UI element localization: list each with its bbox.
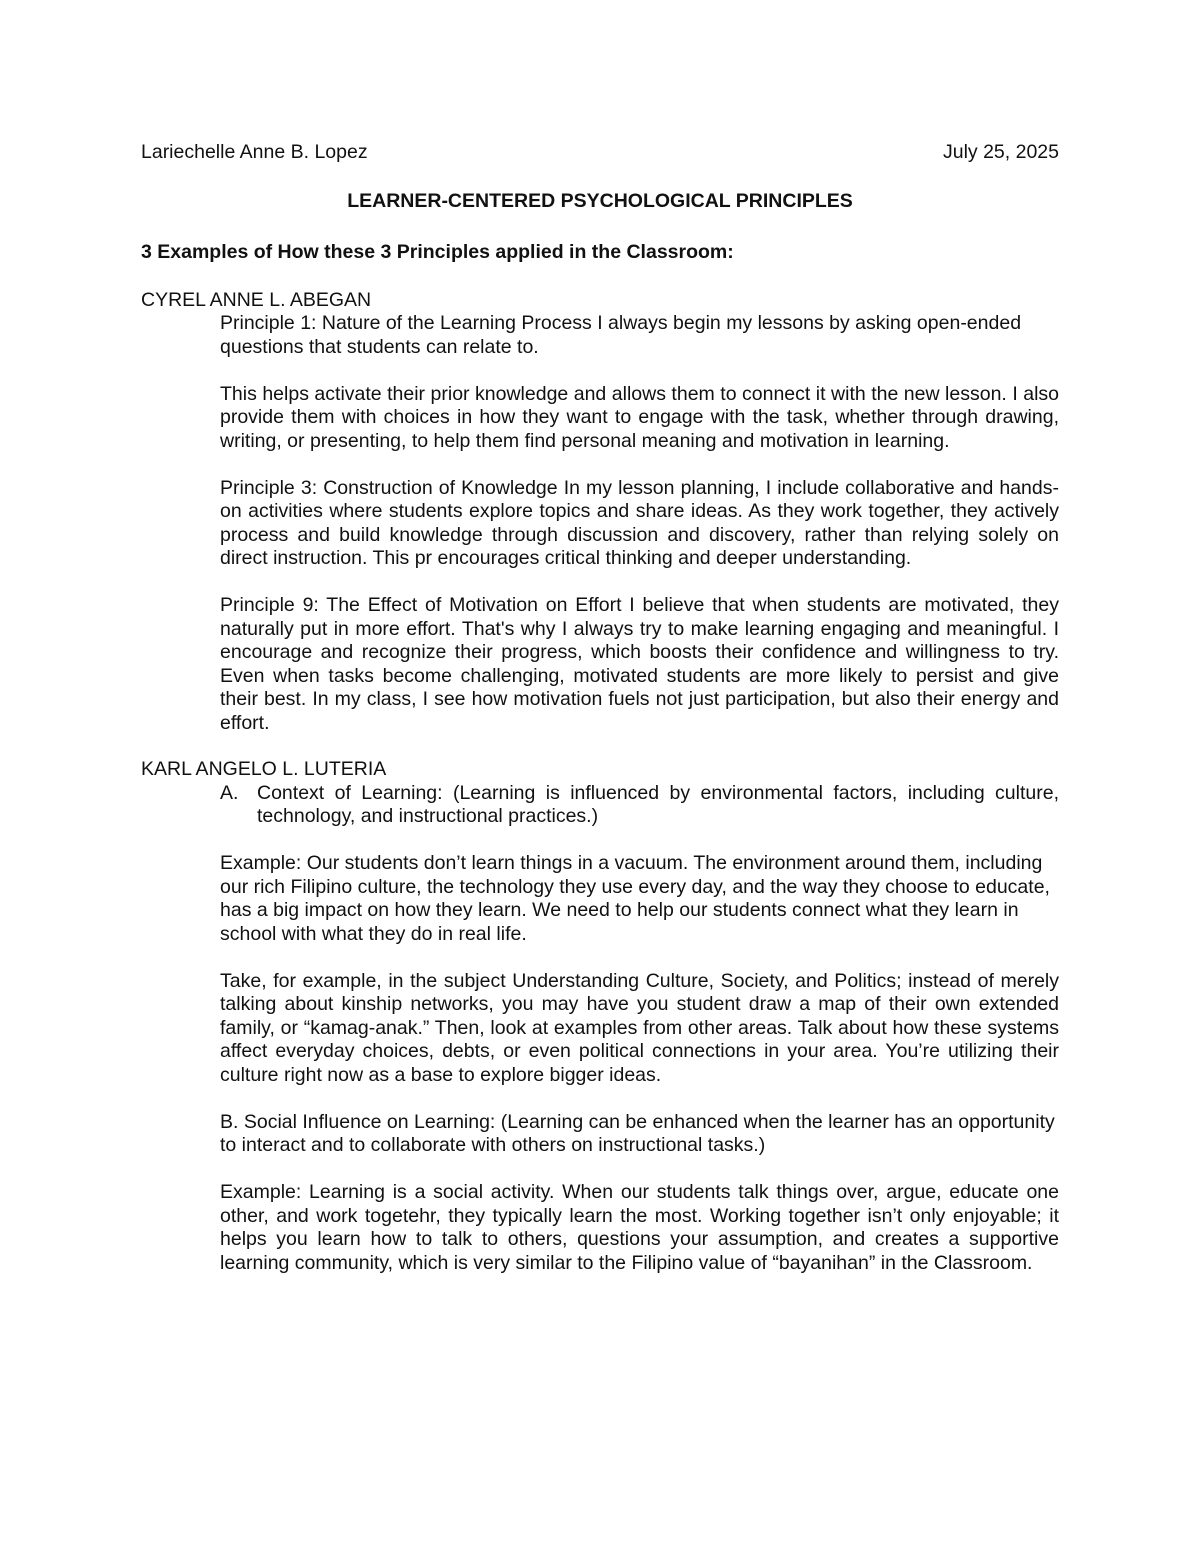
list-item-text: Context of Learning: (Learning is influenced by environmental factors, including culture, technology, and instructional practices.) xyxy=(257,781,1059,827)
social-example-paragraph: Example: Learning is a social activity. When our students talk things over, argue, educate one other, and work togetehr, they typically learn the most. Working together isn’t only enjoyable; it helps you learn how to talk to others, questions your assumption, and creates a supportive learning community, which is very similar to the Filipino value of “bayanihan” in the Classroom. xyxy=(220,1181,1059,1274)
list-marker: A. xyxy=(220,781,239,804)
social-influence-paragraph: B. Social Influence on Learning: (Learning can be enhanced when the learner has an opportunity to interact and to collaborate with others on instructional tasks.) xyxy=(220,1110,1055,1156)
contributor-name: KARL ANGELO L. LUTERIA xyxy=(141,758,387,780)
principle-1-paragraph: Principle 1: Nature of the Learning Process I always begin my lessons by asking open-ended questions that students can relate to. xyxy=(220,312,1022,358)
contributor-block xyxy=(141,758,1059,1275)
section-heading: 3 Examples of How these 3 Principles applied in the Classroom: xyxy=(141,241,734,263)
principle-3-paragraph: Principle 3: Construction of Knowledge In my lesson planning, I include collaborative and hands-on activities where students explore topics and share ideas. As they work together, they actively process and build knowledge through discussion and discovery, rather than relying solely on direct instruction. This pr encourages critical thinking and deeper understanding. xyxy=(220,476,1059,569)
document-content xyxy=(141,141,1059,1275)
contributor-body xyxy=(220,312,1059,735)
context-example-paragraph: Example: Our students don’t learn things in a vacuum. The environment around them, including our rich Filipino culture, the technology they use every day, and the way they choose to educate, has a big impact on how they learn. We need to help our students connect what they learn in school with what they do in real life. xyxy=(220,852,1050,945)
document-title: LEARNER-CENTERED PSYCHOLOGICAL PRINCIPLES xyxy=(347,189,853,212)
prior-knowledge-paragraph: This helps activate their prior knowledge and allows them to connect it with the new lesson. I also provide them with choices in how they want to engage with the task, whether through drawing, writing, or presenting, to help them find personal meaning and motivation in learning. xyxy=(220,382,1059,452)
list-item xyxy=(220,782,1059,829)
author-name: Lariechelle Anne B. Lopez xyxy=(141,141,368,163)
contributor-body xyxy=(220,782,1059,1276)
culture-example-paragraph: Take, for example, in the subject Understanding Culture, Society, and Politics; instead of merely talking about kinship networks, you may have you student draw a map of their own extended family, or “kamag-anak.” Then, look at examples from other areas. Talk about how these systems affect everyday choices, debts, or even political connections in your area. You’re utilizing their culture right now as a base to explore bigger ideas. xyxy=(220,969,1059,1086)
document-date: July 25, 2025 xyxy=(942,141,1059,163)
header-row xyxy=(141,141,1059,165)
principle-9-paragraph: Principle 9: The Effect of Motivation on Effort I believe that when students are motivated, they naturally put in more effort. That's why I always try to make learning engaging and meaningful. I encourage and recognize their progress, which boosts their confidence and willingness to try. Even when tasks become challenging, motivated students are more likely to persist and give their best. In my class, I see how motivation fuels not just participation, but also their energy and effort. xyxy=(220,594,1059,734)
contributor-name: CYREL ANNE L. ABEGAN xyxy=(141,288,372,311)
